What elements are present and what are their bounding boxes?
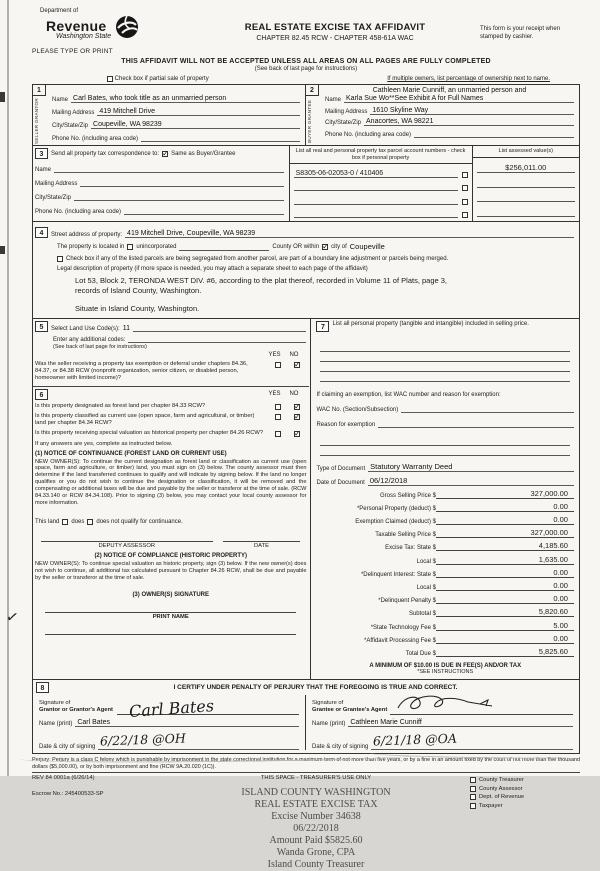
q6a-no-checkbox [294, 404, 300, 410]
grantee-signature-scribble [394, 693, 504, 718]
type-of-document-label: Type of Document [316, 465, 366, 472]
grantor-signature-line [117, 695, 299, 721]
money-label: Total Due $ [405, 650, 436, 657]
land-use-code-line [133, 324, 306, 332]
wac-no-label: WAC No. (Section/Subsection) [316, 406, 399, 413]
buyer-name-label: Name [325, 97, 342, 103]
additional-codes-label: Enter any additional codes: [53, 336, 126, 343]
taxpayer-checkbox [470, 803, 476, 809]
partial-sale-checkbox [107, 76, 113, 82]
pp-blank-3 [320, 362, 570, 372]
corr-phone-blank [124, 207, 284, 215]
additional-codes-blank [128, 335, 306, 343]
wac-no-blank [401, 405, 574, 413]
date-of-document-value: 06/12/2018 [368, 476, 574, 486]
seller-grantor-box [33, 85, 306, 145]
perjury-certification: I CERTIFY UNDER PENALTY OF PERJURY THAT THE FOREGOING IS TRUE AND CORRECT. [173, 683, 458, 691]
print-name-label: PRINT NAME [152, 613, 189, 620]
assessed-values-header: List assessed value(s) [473, 146, 579, 158]
seller-grantor-side-label: SELLER GRANTOR [34, 98, 39, 144]
personal-property-deduct: 0.00 [436, 502, 574, 512]
money-label: *Personal Property (deduct) $ [356, 505, 436, 512]
buyer-name-line2: Karla Sue Wo**See Exhibit A for Full Names [344, 95, 574, 103]
type-or-print-note: PLEASE TYPE OR PRINT [32, 48, 113, 55]
does-checkbox [62, 519, 68, 525]
form-subtitle: CHAPTER 82.45 RCW - CHAPTER 458-61A WAC [256, 35, 414, 42]
q5-yes-checkbox [275, 362, 281, 368]
owner-signature-blank-2 [45, 634, 296, 635]
treasurer-use-only-label: THIS SPACE - TREASURER'S USE ONLY [260, 775, 372, 782]
street-address-label: Street address of property: [51, 232, 123, 238]
does-label: does [71, 518, 85, 525]
buyer-city-value: Anacortes, WA 98221 [364, 118, 574, 126]
multiple-owners-note: If multiple owners, list percentage of ownership next to name. [387, 76, 550, 82]
county-assessor-checkbox [470, 786, 476, 792]
escrow-label: Escrow No.: [32, 791, 64, 798]
no-header: NO [289, 351, 299, 358]
assessed-blank-4 [477, 208, 575, 217]
pp-blank-1 [320, 342, 570, 352]
notice-compliance-title: (2) NOTICE OF COMPLIANCE (HISTORIC PROPERTY) [94, 552, 247, 559]
buyer-grantee-side-label: BUYER GRANTEE [307, 99, 312, 143]
parcel-blank-3 [294, 197, 458, 205]
scan-mark [0, 246, 5, 254]
if-yes-note: If any answers are yes, complete as instructed below. [35, 440, 173, 447]
city-checkbox [322, 244, 328, 250]
delinquent-interest-local: 0.00 [436, 581, 574, 591]
same-as-buyer-label: Same as Buyer/Grantee [171, 150, 236, 157]
grantor-signature: Carl Bates [128, 695, 215, 721]
corr-address-blank [80, 179, 283, 187]
unincorporated-checkbox [127, 244, 133, 250]
money-label: Subtotal $ [408, 611, 436, 618]
notice-continuance-title: (1) NOTICE OF CONTINUANCE (FOREST LAND OR CURRENT USE) [35, 450, 227, 457]
this-land-label: This land [35, 518, 60, 525]
located-in-label: The property is located in [57, 243, 125, 250]
stamp-line: Excise Number 34638 [271, 811, 361, 823]
does-not-checkbox [87, 519, 93, 525]
forest-land-question: Is this property designated as forest land per chapter 84.33 RCW? [35, 402, 206, 409]
agency-state: Washington State [56, 32, 112, 40]
legal-description [75, 276, 574, 314]
acceptance-warning: THIS AFFIDAVIT WILL NOT BE ACCEPTED UNLESS ALL AREAS ON ALL PAGES ARE FULLY COMPLETED (See back of last page for instructions) [121, 58, 491, 72]
q6c-yes-checkbox [275, 431, 281, 437]
grantor-sig-label-1: Signature of [39, 699, 71, 706]
money-label: Local $ [416, 585, 436, 591]
buyer-address-value: 1610 Skyline Way [370, 107, 574, 115]
assessed-blank-2 [477, 179, 575, 188]
partial-sale-label: Check box if partial sale of property [114, 76, 209, 82]
seller-phone-label: Phone No. (including area code) [52, 136, 139, 142]
agency-name: Revenue [46, 17, 107, 34]
grantor-date-label: Date & city of signing [39, 743, 96, 750]
assessed-blank-3 [477, 193, 575, 202]
corr-name-label: Name [35, 167, 52, 173]
affidavit-processing-fee: 0.00 [436, 634, 574, 644]
stamp-line: REAL ESTATE EXCISE TAX [254, 799, 378, 811]
money-label: Local $ [416, 558, 436, 565]
stamp-line: Amount Paid $5825.60 [269, 835, 363, 847]
personal-property-checkbox-3 [462, 199, 468, 205]
owner-signature-blank-1 [45, 612, 296, 613]
date-line: DATE [223, 541, 301, 549]
perjury-statute-note: Perjury: Perjury is a class C felony which is punishable by imprisonment in the state correctional institution for a maximum term of not more than five years, or by a fine in an amount fixed by the court of not more than five thousand dollars ($5,000.00), or by both imprisonment and fine (RCW 9A.20.020 (1C)). [32, 756, 580, 770]
seller-name-value: Carl Bates, who took title as an unmarried person [71, 95, 300, 103]
revenue-swirl-logo-icon [114, 14, 140, 45]
buyer-phone-label: Phone No. (including area code) [325, 131, 412, 138]
current-use-question: Is this property classified as current use (open space, farm and agricultural, or timber) land per chapter 84.34 RCW? [35, 412, 255, 426]
form-title: REAL ESTATE EXCISE TAX AFFIDAVIT [244, 22, 426, 33]
land-use-code-value: 11 [122, 324, 130, 332]
see-instructions-note: *SEE INSTRUCTIONS [417, 668, 474, 675]
total-due: 5,825.60 [436, 647, 574, 657]
seller-city-value: Coupeville, WA 98239 [91, 121, 300, 129]
corr-city-label: City/State/Zip [35, 195, 72, 201]
seller-phone-blank [141, 134, 300, 142]
scanner-edge-artifact [7, 0, 9, 776]
grantee-name-print-label: Name (print) [312, 720, 346, 727]
q5-no-checkbox [294, 362, 300, 368]
excise-tax-local: 1,635.00 [436, 555, 574, 565]
grantee-date-label: Date & city of signing [312, 743, 369, 750]
stamp-line: Wanda Grone, CPA [276, 847, 356, 859]
scan-mark [0, 92, 5, 102]
dept-of-revenue-checkbox [470, 794, 476, 800]
seller-exemption-question: Was the seller receiving a property tax exemption or deferral under chapters 84.36, 84.37, or 84.38 RCW (nonprofit organization, senior citizen, or disabled person, homeowner with limited income)? [35, 360, 248, 381]
stamp-line: ISLAND COUNTY WASHINGTON [241, 787, 391, 799]
gross-selling-price: 327,000.00 [436, 489, 574, 499]
corr-phone-label: Phone No. (including area code) [35, 209, 122, 215]
handwritten-checkmark: ✓ [4, 608, 20, 627]
escrow-number: 245400533-SP [64, 791, 104, 798]
legal-line-2: records of Island County, Washington. [75, 285, 202, 295]
seller-address-label: Mailing Address [52, 110, 95, 116]
seller-name-label: Name [52, 97, 69, 103]
money-label: Taxable Selling Price $ [375, 532, 436, 539]
does-not-label: does not qualify for continuance. [96, 518, 183, 525]
copy-label: County Treasurer [479, 777, 524, 784]
section-1-number: 1 [33, 85, 46, 96]
money-label: Gross Selling Price $ [379, 492, 436, 499]
no-header-6: NO [289, 391, 299, 397]
grantee-signature-block [306, 695, 579, 750]
legal-description-label: Legal description of property (if more space is needed, you may attach a separate sheet to each page of the affidavit) [57, 266, 368, 272]
money-label: *State Technology Fee $ [370, 624, 436, 631]
state-technology-fee: 5.00 [436, 621, 574, 631]
unincorporated-label: unincorporated [136, 243, 177, 250]
grantor-signature-block [33, 695, 306, 750]
pp-blank-2 [320, 352, 570, 362]
grantor-name-print: Carl Bates [75, 719, 299, 727]
legal-line-3: Situate in Island County, Washington. [75, 304, 200, 313]
form-header [32, 8, 580, 55]
agency-block [32, 8, 190, 55]
grantee-sig-label-2: Grantee or Grantee's Agent [312, 707, 388, 714]
personal-property-checkbox-1 [462, 172, 468, 178]
send-correspondence-label: Send all property tax correspondence to: [51, 150, 160, 157]
deputy-assessor-line: DEPUTY ASSESSOR [41, 541, 213, 549]
segregated-label: Check box if any of the listed parcels are being segregated from another parcel, are part of a boundary line adjustment or parcels being merged. [66, 256, 449, 262]
certification-section [32, 680, 580, 754]
owners-signature-title: (3) OWNER(S) SIGNATURE [132, 591, 209, 598]
parcel-number-value: S8305-06-02053-0 / 410406 [294, 170, 458, 178]
parcel-numbers-header: List all real and personal property tax parcel account numbers - check box if personal property [290, 146, 472, 164]
land-use-code-label: Select Land Use Code(s): [51, 325, 120, 332]
money-label: *Affidavit Processing Fee $ [364, 637, 436, 644]
treasurer-area [32, 772, 580, 871]
exemption-claimed-deduct: 0.00 [436, 515, 574, 525]
minimum-fee-note: A MINIMUM OF $10.00 IS DUE IN FEE(S) AND/OR TAX [369, 662, 522, 669]
exemption-blank-1 [320, 436, 570, 446]
money-label: Exemption Claimed (deduct) $ [355, 519, 436, 526]
buyer-address-label: Mailing Address [325, 108, 368, 115]
personal-property-checkbox-4 [462, 212, 468, 218]
stamp-line: 06/22/2018 [293, 823, 339, 835]
yes-header-6: YES [268, 391, 281, 397]
segregated-checkbox [57, 256, 63, 262]
section-8-number: 8 [36, 682, 49, 693]
form-revision-number: REV 84 0001a (6/26/14) [32, 775, 95, 782]
assessed-value: $256,011.00 [477, 163, 575, 173]
pp-blank-4 [320, 372, 570, 382]
date-of-document-label: Date of Document [316, 479, 365, 486]
exemption-claim-label: If claiming an exemption, list WAC number and reason for exemption: [316, 391, 501, 398]
grantee-sig-label-1: Signature of [312, 699, 344, 706]
money-label: *Delinquent Interest: State $ [360, 571, 436, 578]
type-of-document-value: Statutory Warranty Deed [368, 462, 574, 472]
corr-address-label: Mailing Address [35, 181, 78, 187]
notice-continuance-body: NEW OWNER(S): To continue the current designation as forest land or classification as current use (open space, farm and agriculture, or timber) land, you must sign on (3) below. The county assessor must then determine if the land transferred continues to qualify and will indicate by signing below. If the land no longer qualifies or you do not wish to continue the designation or classification, it will be removed and the compensating or additional taxes will be due and payable by the seller or transferor at the time of sale. (RCW 84.33.140 or RCW 84.34.108). Prior to signing (3) below, you may contact your local county assessor for more information. [35, 458, 307, 506]
city-of-label: city of [331, 243, 347, 250]
grantor-name-print-label: Name (print) [39, 720, 73, 727]
partial-sale-row [107, 76, 550, 82]
treasurer-stamp [162, 787, 470, 871]
parcel-blank-2 [294, 183, 458, 191]
section-7-number: 7 [316, 321, 329, 332]
copy-label: Taxpayer [479, 802, 503, 809]
buyer-name-line1: Cathleen Marie Cunniff, an unmarried person and [372, 87, 527, 94]
county-or-label: County OR within [272, 243, 320, 250]
stamp-line: Island County Treasurer [267, 859, 365, 871]
grantor-sig-label-2: Grantor or Grantor's Agent [39, 707, 113, 714]
yes-header: YES [268, 351, 281, 358]
seller-city-label: City/State/Zip [52, 123, 89, 129]
county-blank [179, 243, 269, 251]
grantor-date-handwritten: 6/22/18 @OH [100, 730, 187, 749]
section-5-number: 5 [35, 321, 48, 332]
reason-exemption-label: Reason for exemption [316, 421, 376, 428]
legal-line-1: Lot 53, Block 2, TERONDA WEST DIV. #6, according to the plat thereof, recorded in Volume 11 of Plats, page 3, [75, 276, 448, 285]
q6a-yes-checkbox [275, 404, 281, 410]
grantee-signature-line [390, 697, 573, 715]
buyer-city-label: City/State/Zip [325, 120, 362, 126]
money-label: Excise Tax: State $ [385, 545, 436, 552]
money-label: *Delinquent Penalty $ [378, 598, 436, 605]
section-4-number: 4 [35, 227, 48, 238]
q6b-no-checkbox [294, 414, 300, 420]
county-treasurer-checkbox [470, 777, 476, 783]
notice-compliance-body: NEW OWNER(S): To continue special valuation as historic property, sign (3) below. If the new owner(s) does not wish to continue, all additional tax calculated pursuant to Chapter 84.26 RCW, shall be due and payable by the seller or transferor at the time of sale. [35, 560, 307, 581]
seller-address-value: 419 Mitchell Drive [97, 108, 300, 116]
delinquent-penalty: 0.00 [436, 594, 574, 604]
subtotal: 5,820.60 [436, 607, 574, 617]
receipt-note: This form is your receipt when stamped by cashier. [480, 26, 561, 40]
land-use-column [33, 319, 311, 679]
section-3-number: 3 [35, 148, 48, 159]
buyer-grantee-box [306, 85, 579, 145]
buyer-phone-blank [414, 130, 574, 138]
section-2-number: 2 [306, 85, 319, 96]
corr-name-blank [54, 165, 284, 173]
street-address-value: 419 Mitchell Drive, Coupeville, WA 98239 [125, 230, 574, 238]
section-6-number: 6 [35, 389, 48, 400]
see-back-note: (See back of last page for instructions) [53, 343, 147, 350]
reason-exemption-blank [378, 420, 574, 428]
city-of-value: Coupeville [349, 242, 385, 251]
copy-label: Dept. of Revenue [479, 794, 525, 801]
taxable-selling-price: 327,000.00 [436, 528, 574, 538]
same-as-buyer-checkbox [162, 151, 168, 157]
grantee-date-handwritten: 6/21/18 @OA [373, 730, 458, 749]
property-address-section [32, 222, 580, 319]
land-use-and-price-section [32, 319, 580, 680]
personal-property-checkbox-2 [462, 185, 468, 191]
tax-correspondence-section [32, 146, 580, 222]
agency-dept: Department of [40, 8, 79, 14]
personal-property-list-label: List all personal property (tangible and intangible) included in selling price. [332, 320, 529, 327]
distribution-copies [470, 777, 580, 871]
parties-section [32, 84, 580, 146]
excise-tax-state: 4,185.60 [436, 541, 574, 551]
corr-city-blank [74, 193, 284, 201]
exemption-blank-2 [320, 446, 570, 456]
q6b-yes-checkbox [275, 414, 281, 420]
historical-property-question: Is this property receiving special valuation as historical property per chapter 84.26 RCW? [35, 429, 264, 436]
parcel-blank-4 [294, 210, 458, 218]
grantee-name-print: Cathleen Marie Cunniff [348, 719, 573, 727]
q6c-no-checkbox [294, 431, 300, 437]
copy-label: County Assessor [479, 785, 523, 792]
price-column [311, 319, 579, 679]
delinquent-interest-state: 0.00 [436, 568, 574, 578]
